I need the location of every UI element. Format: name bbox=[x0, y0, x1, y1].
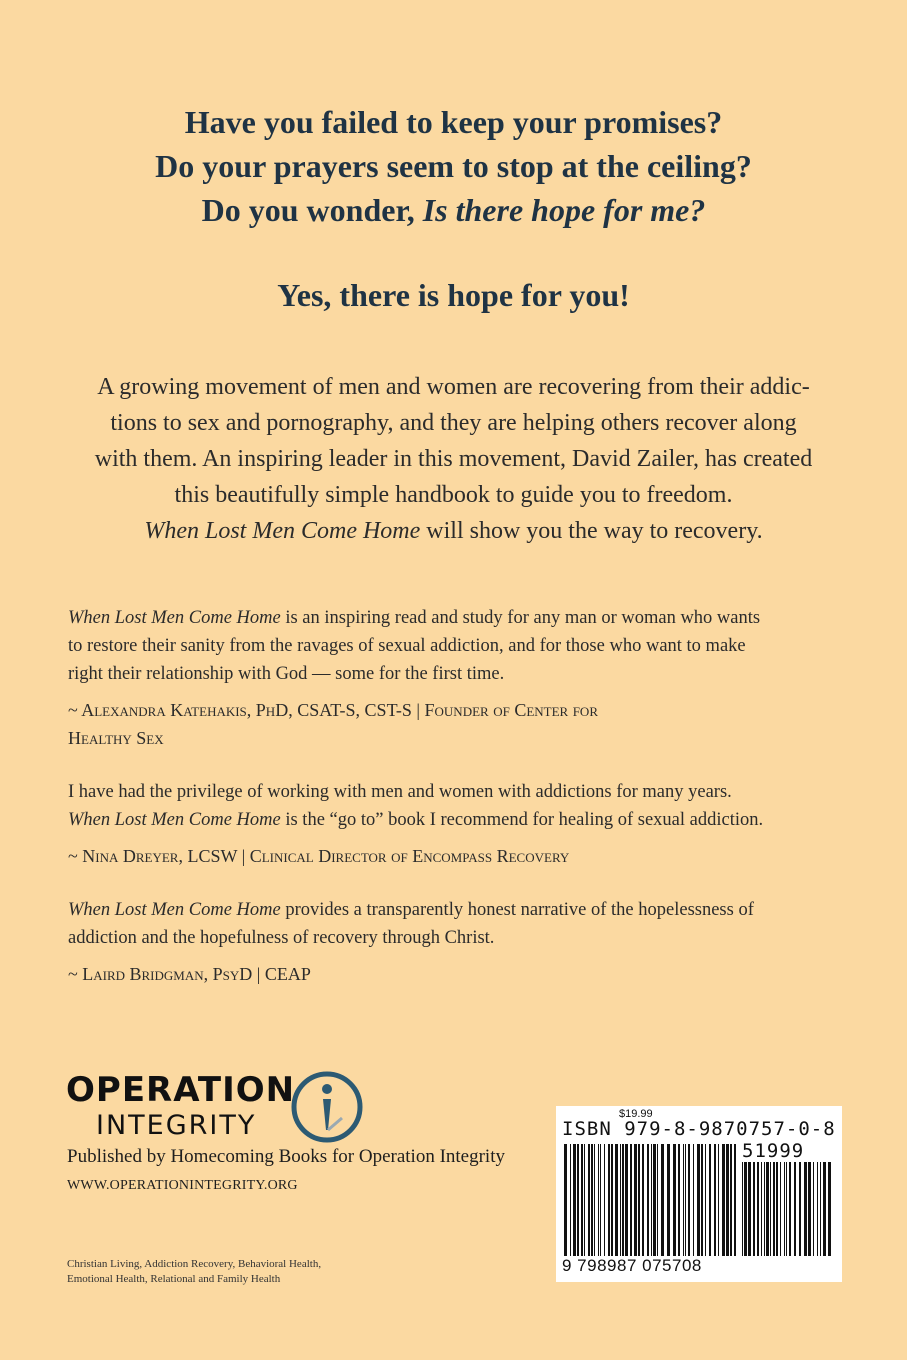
endorsement-1 bbox=[68, 604, 858, 752]
barcode-bar bbox=[714, 1144, 716, 1256]
book-categories bbox=[67, 1257, 321, 1287]
quote-line bbox=[68, 896, 858, 924]
attribution-line: ~ Alexandra Katehakis, PhD, CSAT-S, CST-S | Founder of Center for bbox=[68, 700, 598, 720]
barcode-bar bbox=[734, 1144, 736, 1256]
barcode-bar bbox=[678, 1144, 680, 1256]
endorsement-quote bbox=[68, 604, 858, 688]
barcode-bar bbox=[651, 1144, 652, 1256]
integrity-i-logo-icon bbox=[288, 1068, 366, 1146]
barcode-bar bbox=[625, 1144, 628, 1256]
quote-line: I have had the privilege of working with men and women with addictions for many years. bbox=[68, 782, 732, 802]
barcode-bar bbox=[784, 1162, 785, 1256]
barcode-bar bbox=[730, 1144, 732, 1256]
barcode-bar bbox=[799, 1162, 801, 1256]
isbn-barcode bbox=[556, 1106, 842, 1282]
barcode-bar bbox=[705, 1144, 706, 1256]
barcode-bar bbox=[813, 1162, 814, 1256]
barcode-bar bbox=[786, 1162, 787, 1256]
barcode-bar bbox=[622, 1144, 624, 1256]
barcode-bar bbox=[683, 1144, 684, 1256]
barcode-bar bbox=[726, 1144, 729, 1256]
barcode-bar bbox=[722, 1144, 725, 1256]
quote-text: is an inspiring read and study for any man or woman who wants bbox=[280, 608, 761, 628]
endorsements bbox=[68, 604, 858, 1014]
barcode-bar bbox=[780, 1162, 781, 1256]
hero-line-1: Have you failed to keep your promises? bbox=[184, 104, 723, 140]
barcode-bar bbox=[667, 1144, 670, 1256]
intro-line-1: A growing movement of men and women are recovering from their addic- bbox=[97, 374, 810, 400]
barcode-bar bbox=[564, 1144, 567, 1256]
barcode-bar bbox=[577, 1144, 579, 1256]
barcode-bar bbox=[828, 1162, 831, 1256]
barcode-bar bbox=[823, 1162, 826, 1256]
barcode-bar bbox=[789, 1162, 791, 1256]
endorsement-attribution bbox=[68, 960, 858, 988]
quote-line: right their relationship with God — some for the first time. bbox=[68, 664, 505, 684]
barcode-bar bbox=[647, 1144, 649, 1256]
barcode-bar bbox=[764, 1162, 765, 1256]
barcode-bar bbox=[581, 1144, 583, 1256]
barcode-bar bbox=[615, 1144, 618, 1256]
isbn-text: ISBN 979-8-9870757-0-8 bbox=[562, 1118, 836, 1140]
barcode-bar bbox=[638, 1144, 640, 1256]
barcode-bar bbox=[709, 1144, 711, 1256]
barcode-bar bbox=[817, 1162, 818, 1256]
barcode-bar bbox=[744, 1162, 747, 1256]
barcode-bar bbox=[770, 1162, 771, 1256]
ean-digits: 9 798987 075708 bbox=[562, 1256, 702, 1275]
barcode-bar bbox=[634, 1144, 637, 1256]
barcode-bar bbox=[661, 1144, 664, 1256]
barcode-bar bbox=[697, 1144, 700, 1256]
barcode-bar bbox=[630, 1144, 632, 1256]
barcode-bar bbox=[761, 1162, 762, 1256]
barcode-bar bbox=[608, 1144, 610, 1256]
hero-questions bbox=[0, 100, 907, 232]
quote-book-title: When Lost Men Come Home bbox=[68, 810, 281, 830]
barcode-bar bbox=[591, 1144, 593, 1256]
barcode-bar bbox=[573, 1144, 576, 1256]
barcode-bar bbox=[620, 1144, 621, 1256]
barcode-bar bbox=[753, 1162, 755, 1256]
barcode-bar bbox=[653, 1144, 656, 1256]
endorsement-3 bbox=[68, 896, 858, 988]
attribution-line: ~ Laird Bridgman, PsyD | CEAP bbox=[68, 964, 311, 984]
quote-line: to restore their sanity from the ravages of sexual addiction, and for those who want to make bbox=[68, 636, 746, 656]
quote-book-title: When Lost Men Come Home bbox=[68, 900, 281, 920]
barcode-bar bbox=[673, 1144, 676, 1256]
publisher-line: Published by Homecoming Books for Operation Integrity bbox=[67, 1146, 505, 1167]
barcode-bar bbox=[757, 1162, 759, 1256]
intro-line-4: this beautifully simple handbook to guide you to freedom. bbox=[174, 482, 733, 508]
hope-headline: Yes, there is hope for you! bbox=[277, 277, 630, 313]
barcode-bar bbox=[808, 1162, 811, 1256]
intro-line-3: with them. An inspiring leader in this movement, David Zailer, has created bbox=[94, 446, 813, 472]
barcode-bar bbox=[657, 1144, 658, 1256]
ean-barcode-bars bbox=[564, 1144, 736, 1256]
barcode-bar bbox=[776, 1162, 778, 1256]
barcode-bar bbox=[588, 1144, 590, 1256]
quote-text: is the “go to” book I recommend for healing of sexual addiction. bbox=[280, 810, 764, 830]
barcode-bar bbox=[742, 1162, 743, 1256]
quote-text: provides a transparently honest narrative of the hopelessness of bbox=[280, 900, 754, 920]
addon-digits: 51999 bbox=[742, 1140, 805, 1162]
barcode-bar bbox=[598, 1144, 599, 1256]
quote-line: addiction and the hopefulness of recovery through Christ. bbox=[68, 928, 495, 948]
categories-line: Christian Living, Addiction Recovery, Behavioral Health, bbox=[67, 1258, 322, 1270]
categories-line: Emotional Health, Relational and Family Health bbox=[67, 1273, 281, 1285]
barcode-bar bbox=[570, 1144, 571, 1256]
barcode-bar bbox=[604, 1144, 605, 1256]
endorsement-2 bbox=[68, 778, 858, 870]
barcode-bar bbox=[748, 1162, 751, 1256]
logo-word-integrity: INTEGRITY bbox=[96, 1110, 257, 1141]
barcode-bar bbox=[773, 1162, 775, 1256]
quote-line bbox=[68, 604, 858, 632]
attribution-line: Healthy Sex bbox=[68, 728, 164, 748]
intro-line-2: tions to sex and pornography, and they are helping others recover along bbox=[110, 410, 797, 436]
barcode-bar bbox=[685, 1144, 686, 1256]
barcode-bar bbox=[804, 1162, 807, 1256]
barcode-bar bbox=[693, 1144, 694, 1256]
endorsement-quote bbox=[68, 896, 858, 952]
operation-integrity-logo bbox=[66, 1068, 366, 1148]
intro-book-title: When Lost Men Come Home bbox=[144, 518, 421, 544]
intro-line-5-rest: will show you the way to recovery. bbox=[420, 518, 763, 544]
price-label: $19.99 bbox=[619, 1108, 653, 1120]
intro-line-5 bbox=[60, 513, 847, 549]
hero-line-3 bbox=[0, 188, 907, 232]
addon-barcode-bars bbox=[742, 1162, 834, 1256]
intro-paragraph bbox=[60, 369, 847, 549]
attribution-line: ~ Nina Dreyer, LCSW | Clinical Director of Encompass Recovery bbox=[68, 846, 570, 866]
hero-line-3-italic: Is there hope for me? bbox=[422, 192, 706, 228]
barcode-bar bbox=[820, 1162, 821, 1256]
barcode-bar bbox=[584, 1144, 585, 1256]
barcode-bar bbox=[794, 1162, 796, 1256]
quote-book-title: When Lost Men Come Home bbox=[68, 608, 281, 628]
hero-line-3-prefix: Do you wonder, bbox=[201, 192, 423, 228]
barcode-bar bbox=[718, 1144, 719, 1256]
barcode-bar bbox=[611, 1144, 613, 1256]
barcode-bar bbox=[688, 1144, 690, 1256]
barcode-bar bbox=[642, 1144, 644, 1256]
quote-line bbox=[68, 806, 858, 834]
barcode-bar bbox=[594, 1144, 595, 1256]
barcode-bar bbox=[600, 1144, 601, 1256]
endorsement-attribution bbox=[68, 696, 858, 752]
barcode-bar bbox=[766, 1162, 769, 1256]
endorsement-quote bbox=[68, 778, 858, 834]
endorsement-attribution bbox=[68, 842, 858, 870]
hero-line-2: Do your prayers seem to stop at the ceiling? bbox=[155, 148, 752, 184]
website-url: WWW.OPERATIONINTEGRITY.ORG bbox=[67, 1178, 298, 1193]
barcode-bar bbox=[701, 1144, 703, 1256]
logo-word-operation: OPERATION bbox=[66, 1070, 296, 1110]
